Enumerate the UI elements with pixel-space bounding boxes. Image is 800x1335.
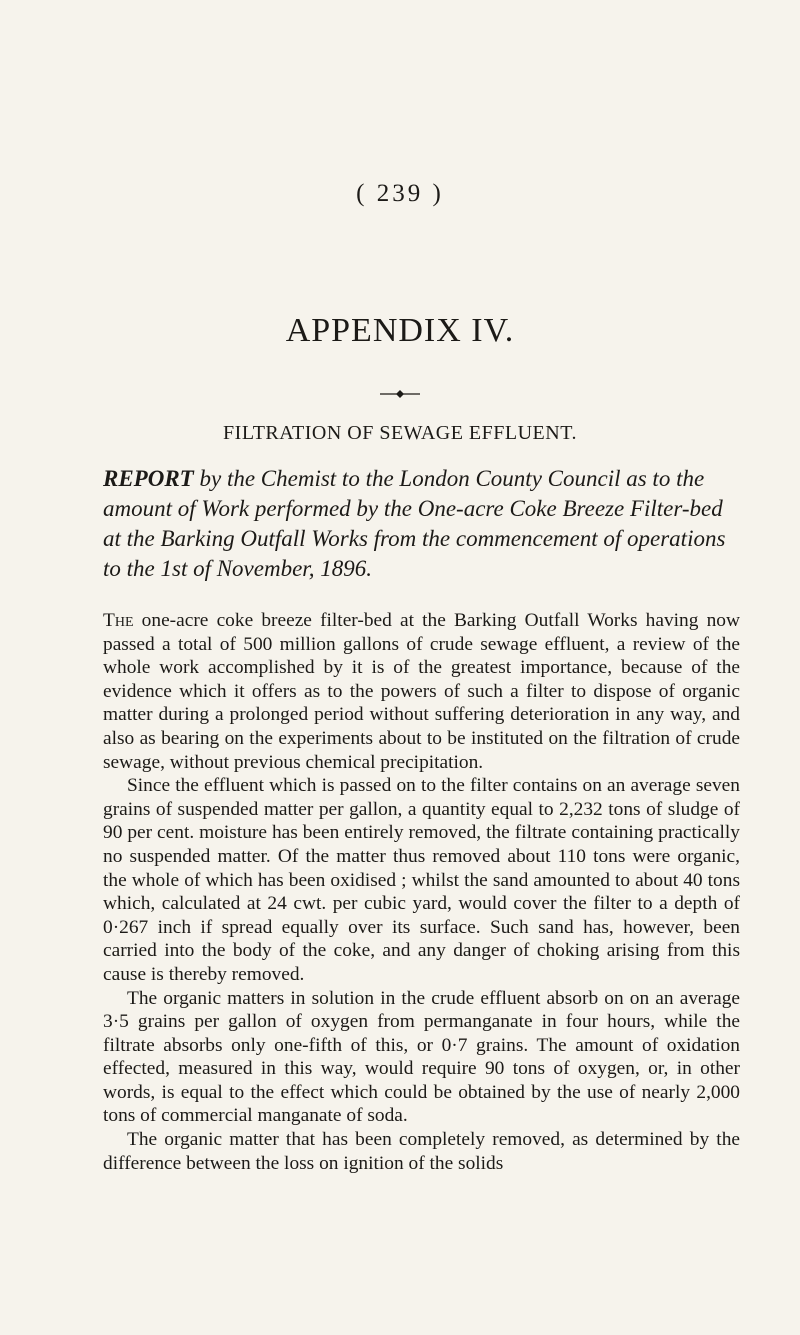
report-heading-rest: by the Chemist to the London County Council as to the amount of Work performed by the One-acre Coke Breeze Filter-bed at the Barking Outfall Works from the commencement of operations to the 1st of November, 1896. [103, 466, 726, 581]
paragraph-1 [103, 609, 740, 774]
section-title: FILTRATION OF SEWAGE EFFLUENT. [223, 422, 577, 444]
body-text [103, 609, 740, 1175]
paragraph-2: Since the effluent which is passed on to the filter contains on an average seven grains of suspended matter per gallon, a quantity equal to 2,232 tons of sludge of 90 per cent. moisture has been entirely removed, the filtrate containing practically no suspended matter. Of the matter thus removed about 110 tons were organic, the whole of which has been oxidised ; whilst the sand amounted to about 40 tons which, calculated at 24 cwt. per cubic yard, would cover the filter to a depth of 0·267 inch if spread equally over its surface. Such sand has, however, been carried into the body of the coke, and any danger of choking arising from this cause is thereby removed. [103, 775, 740, 985]
paragraph-3: The organic matters in solution in the crude effluent absorb on on an average 3·5 grains per gallon of oxygen from permanganate in four hours, while the filtrate absorbs only one-fifth of this, or 0·7 grains. The amount of oxidation effected, measured in this way, would require 90 tons of oxygen, or, in other words, is equal to the effect which could be obtained by the use of nearly 2,000 tons of commercial manganate of soda. [103, 987, 740, 1127]
report-heading [103, 464, 743, 584]
appendix-title: APPENDIX IV. [285, 312, 515, 349]
report-heading-lead: REPORT [103, 466, 194, 491]
paragraph-1-text: one-acre coke breeze filter-bed at the Barking Outfall Works having now passed a total of 500 million gallons of crude sewage effluent, a review of the whole work accomplished by it is of the greatest importance, because of the evidence which it offers as to the powers of such a filter to dispose of organic matter during a prolonged period without suffering deterioration in any way, and also as bearing on the experiments about to be instituted on the filtration of crude sewage, without previous chemical precipitation. [103, 610, 740, 773]
diamond-rule-ornament [380, 389, 420, 399]
paragraph-4: The organic matter that has been completely removed, as determined by the difference between the loss on ignition of the solids [103, 1129, 740, 1174]
paragraph-1-lead: The [103, 610, 134, 631]
page-number: ( 239 ) [356, 180, 444, 207]
